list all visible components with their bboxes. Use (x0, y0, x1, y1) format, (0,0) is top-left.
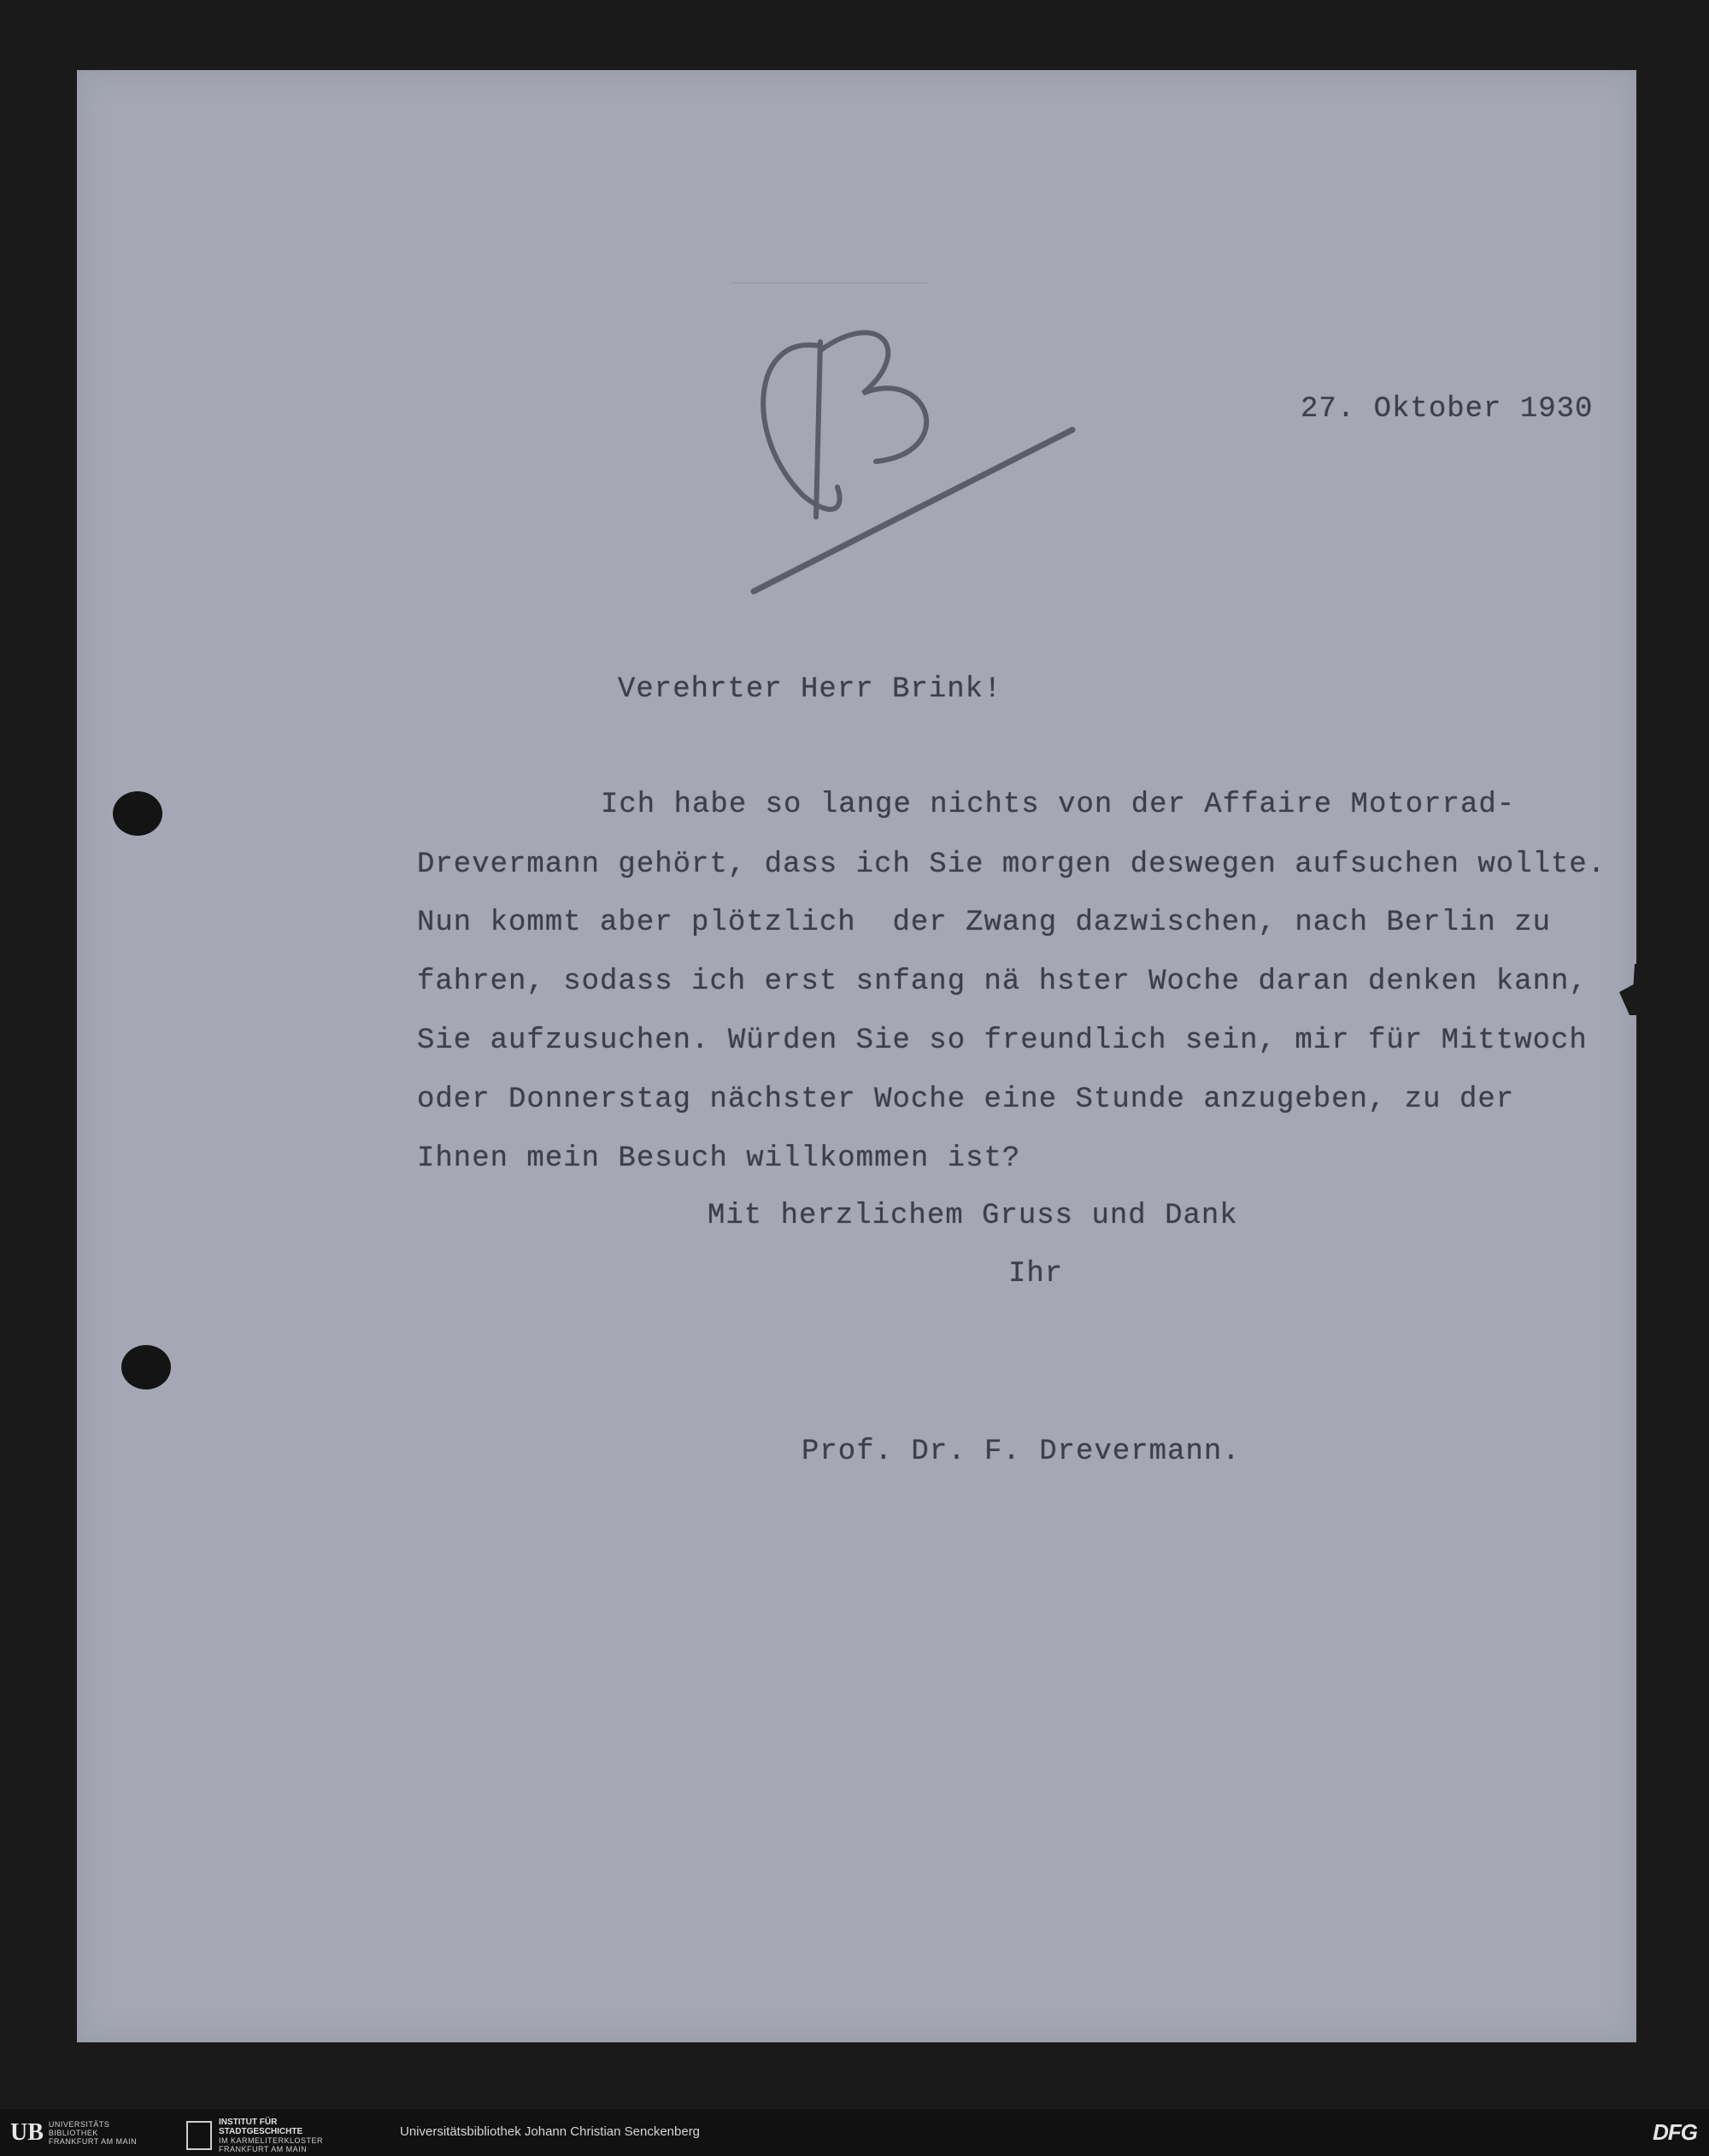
dfg-logo: DFG (1653, 2119, 1697, 2145)
institute-wordmark (219, 2118, 323, 2153)
letter-signature: Prof. Dr. F. Drevermann. (802, 1436, 1241, 1468)
institute-line: IM KARMELITERKLOSTER (219, 2136, 324, 2145)
body-line: Nun kommt aber plötzlich der Zwang dazwischen, nach Berlin zu (417, 907, 1552, 939)
body-line: Ihnen mein Besuch willkommen ist? (417, 1143, 1021, 1175)
archive-footer (0, 2109, 1709, 2156)
handwritten-b-mark (735, 299, 1094, 607)
institute-line: FRANKFURT AM MAIN (219, 2145, 308, 2153)
ub-mark: UB (10, 2119, 44, 2146)
letter-closing-ihr: Ihr (1008, 1258, 1064, 1290)
ub-logo (10, 2119, 137, 2147)
body-line: Sie aufzusuchen. Würden Sie so freundlich sein, mir für Mittwoch (417, 1025, 1588, 1057)
body-line: oder Donnerstag nächster Woche eine Stunde anzugeben, zu der (417, 1084, 1515, 1116)
ub-line: BIBLIOTHEK (48, 2129, 98, 2137)
building-icon (186, 2121, 212, 2150)
punch-hole (121, 1345, 171, 1389)
punch-hole (113, 791, 162, 836)
ub-line: FRANKFURT AM MAIN (48, 2137, 138, 2146)
body-line: Drevermann gehört, dass ich Sie morgen deswegen aufsuchen wollte. (417, 849, 1606, 881)
letter-salutation: Verehrter Herr Brink! (618, 673, 1002, 706)
institute-line: STADTGESCHICHTE (219, 2127, 303, 2136)
ub-line: UNIVERSITÄTS (48, 2120, 110, 2129)
ub-wordmark (49, 2120, 137, 2146)
body-line: Ich habe so lange nichts von der Affaire Motorrad- (601, 789, 1516, 821)
library-name: Universitätsbibliothek Johann Christian Senckenberg (400, 2124, 701, 2139)
letter-closing: Mit herzlichem Gruss und Dank (708, 1200, 1238, 1232)
paper-crease (731, 282, 927, 284)
institute-logo (186, 2118, 323, 2153)
institute-line: INSTITUT FÜR (219, 2118, 278, 2127)
letter-date: 27. Oktober 1930 (1301, 393, 1594, 426)
body-line: fahren, sodass ich erst snfang nä hster Woche daran denken kann, (417, 966, 1588, 998)
